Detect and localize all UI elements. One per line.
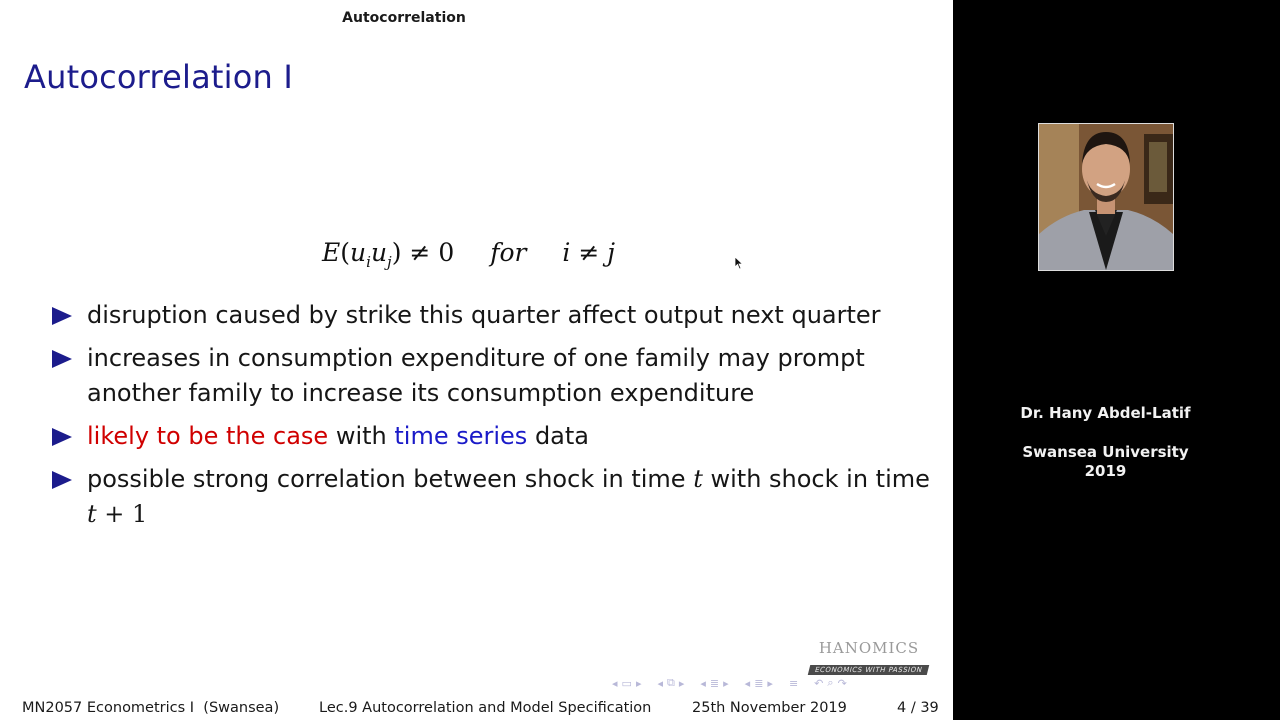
eq-open-paren: ( — [340, 238, 351, 267]
eq-close-paren: ) — [391, 238, 402, 267]
section-header: Autocorrelation — [342, 10, 466, 26]
bullet-text: data — [527, 422, 589, 450]
math-t: t — [693, 465, 703, 493]
presenter-affiliation: Swansea University — [1022, 443, 1189, 461]
bullet-text: possible strong correlation between shock in time — [87, 465, 694, 493]
eq-neq-2: ≠ — [578, 238, 600, 267]
logo-name: HANOMICS — [818, 639, 920, 657]
bullet-triangle-icon — [52, 471, 72, 489]
bullet-triangle-icon — [52, 350, 72, 368]
footer-lecture: Lec.9 Autocorrelation and Model Specification — [319, 700, 652, 716]
eq-expectation: E — [322, 238, 341, 267]
eq-neq: ≠ — [409, 238, 431, 267]
eq-j: j — [607, 238, 616, 267]
eq-u-i: u — [350, 238, 367, 267]
footer-course: MN2057 Econometrics I (Swansea) — [22, 700, 280, 716]
presenter-portrait-icon — [1039, 124, 1173, 270]
bullet-highlight-blue: time series — [394, 422, 528, 450]
math-plus: + — [96, 500, 133, 528]
bullet-item — [52, 298, 932, 333]
nav-search-icon[interactable]: ⌕ — [827, 676, 834, 689]
bullet-triangle-icon — [52, 307, 72, 325]
footer-page-number: 4 / 39 — [897, 700, 939, 716]
presenter-sidebar — [953, 0, 1280, 720]
math-one: 1 — [132, 500, 148, 528]
presenter-photo — [1038, 123, 1174, 271]
nav-frame-icon[interactable]: ▭ — [621, 676, 632, 690]
bullet-text-line1: increases in consumption expenditure of one family may prompt — [87, 344, 865, 372]
beamer-navigation-bar — [612, 675, 947, 691]
bullet-item — [52, 341, 932, 411]
nav-next-section-icon[interactable]: ▸ — [723, 676, 729, 690]
eq-sub-i: i — [366, 253, 371, 271]
bullet-text: with shock in time — [702, 465, 930, 493]
math-t: t — [87, 500, 97, 528]
mouse-pointer-icon — [734, 256, 744, 270]
nav-forward-icon[interactable]: ↷ — [837, 676, 847, 690]
nav-prev-part-icon[interactable]: ◂ — [744, 676, 751, 690]
presenter-year: 2019 — [1084, 462, 1127, 480]
bullet-item — [52, 419, 932, 454]
eq-sub-j: j — [387, 253, 392, 271]
nav-next-part-icon[interactable]: ▸ — [767, 676, 773, 690]
nav-prev-section-icon[interactable]: ◂ — [700, 676, 706, 690]
eq-i: i — [562, 238, 571, 267]
bullet-triangle-icon — [52, 428, 72, 446]
presenter-name: Dr. Hany Abdel-Latif — [1020, 404, 1191, 422]
bullet-text: disruption caused by strike this quarter affect output next quarter — [87, 301, 881, 329]
nav-prev-frame-icon[interactable]: ◂ — [612, 676, 618, 690]
bullet-text: with — [328, 422, 395, 450]
logo-tagline: ECONOMICS WITH PASSION — [808, 665, 930, 675]
eq-for: for — [490, 238, 527, 267]
equation — [322, 238, 652, 278]
nav-section-icon[interactable]: ≣ — [709, 676, 720, 690]
nav-next-frame-icon[interactable]: ▸ — [635, 676, 642, 690]
footer-date: 25th November 2019 — [692, 700, 847, 716]
bullet-item — [52, 462, 932, 532]
nav-part-icon[interactable]: ≣ — [754, 676, 764, 690]
nav-next-subsection-icon[interactable]: ▸ — [678, 676, 685, 690]
bullet-highlight-red: likely to be the case — [87, 422, 329, 450]
nav-back-icon[interactable]: ↶ — [814, 676, 824, 690]
nav-subsection-icon[interactable]: ⧉ — [667, 676, 675, 689]
bullet-text-line2: another family to increase its consumption expenditure — [87, 379, 755, 407]
nav-prev-subsection-icon[interactable]: ◂ — [657, 676, 663, 690]
hanomics-logo — [794, 640, 944, 676]
eq-u-j: u — [370, 238, 388, 267]
eq-zero: 0 — [438, 238, 455, 267]
bullet-list — [52, 298, 932, 540]
nav-align-icon[interactable]: ≡ — [788, 676, 799, 690]
slide-footer — [0, 698, 953, 720]
frame-title: Autocorrelation I — [24, 58, 294, 96]
